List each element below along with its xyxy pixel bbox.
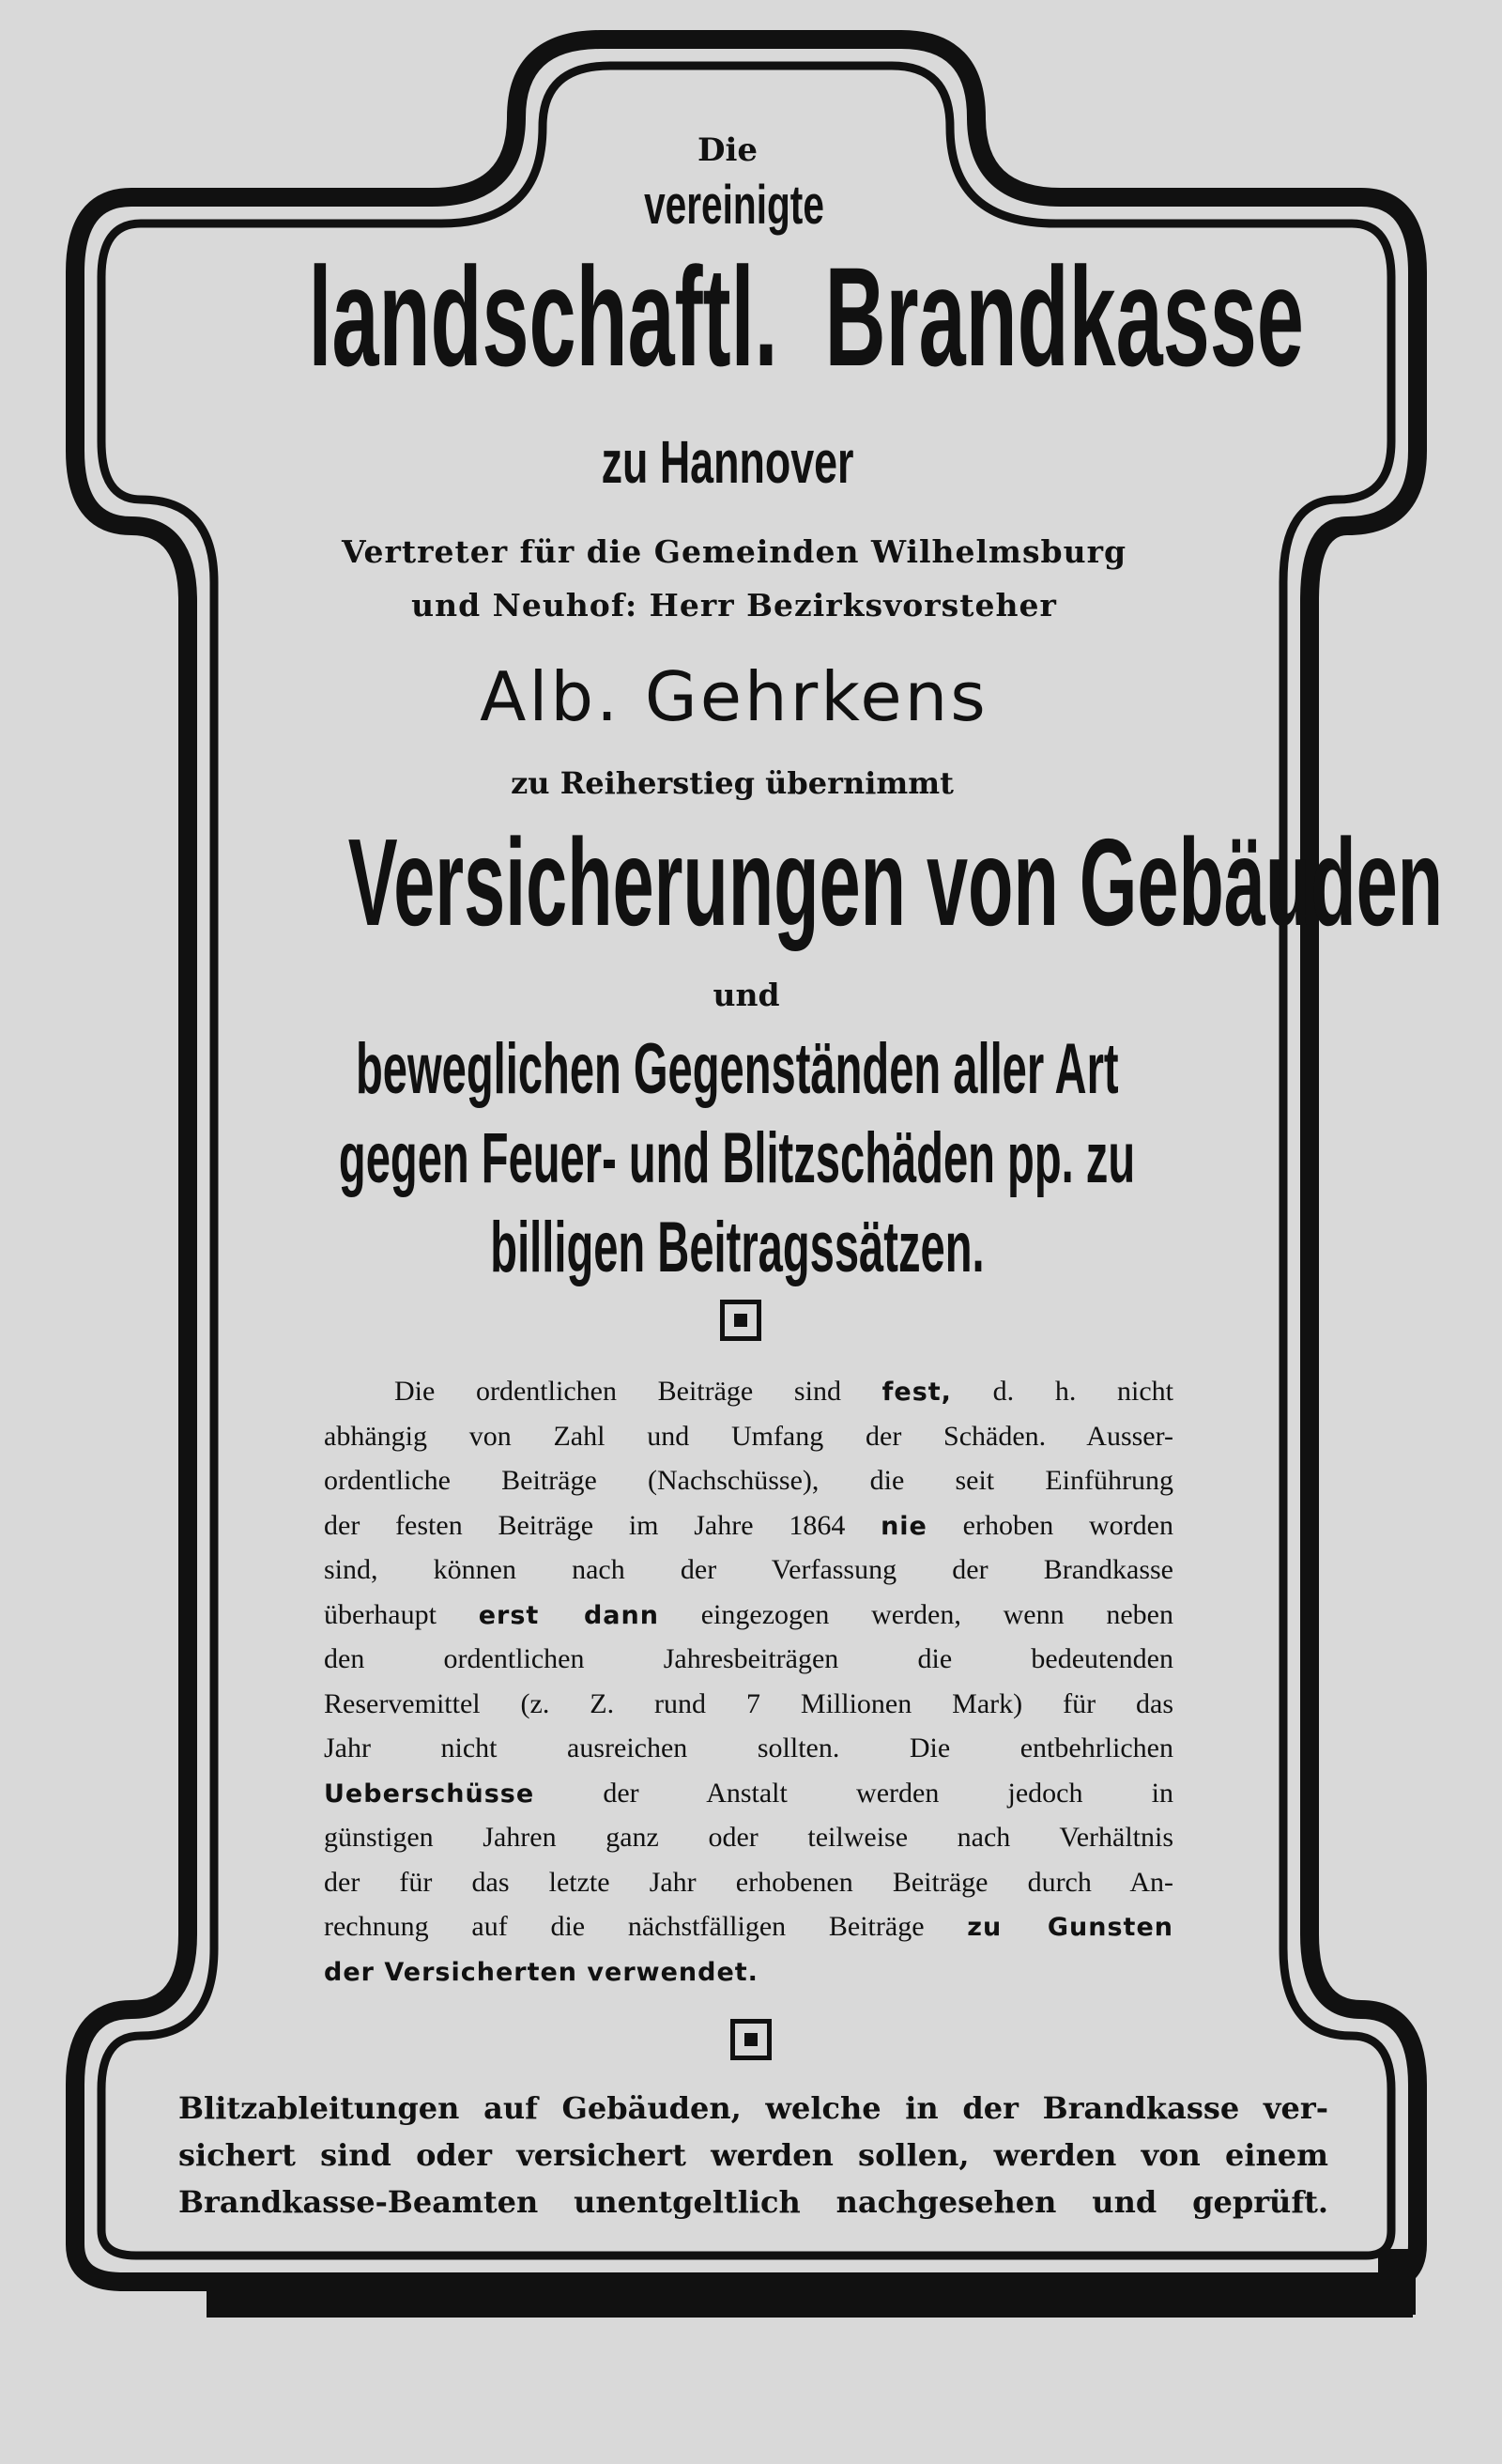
body-text: eingezogen werden, wenn neben <box>658 1598 1173 1630</box>
body-line <box>324 1503 1173 1548</box>
body-paragraph <box>324 1369 1173 1994</box>
footer-line: Brandkasse-Beamten unentgeltlich nachgesehen und geprüft. <box>178 2184 1328 2220</box>
offer-line-2 <box>0 1117 1488 1199</box>
body-line: Reservemittel (z. Z. rund 7 Millionen Mark) für das <box>324 1687 1173 1719</box>
body-line <box>324 1904 1173 1949</box>
body-text: der Anstalt werden jedoch in <box>534 1777 1173 1809</box>
frame-bottom-bar <box>207 2291 1413 2318</box>
header-location-text: zu Hannover <box>601 428 854 496</box>
offer-line-3-text: billigen Beitragssätzen. <box>489 1208 985 1287</box>
header-vereinigte-text: vereinigte <box>644 175 824 236</box>
header-die: Die <box>697 131 759 169</box>
footer-line: Blitzableitungen auf Gebäuden, welche in der Brandkasse ver- <box>178 2090 1328 2126</box>
offer-line-3 <box>0 1207 1488 1288</box>
body-text: d. h. nicht <box>951 1376 1173 1407</box>
footer-paragraph <box>178 2085 1328 2225</box>
body-line: Jahr nicht ausreichen sollten. Die entbehrlichen <box>324 1732 1173 1763</box>
header-vereinigte <box>0 174 1485 237</box>
agent-line-1: Vertreter für die Gemeinden Wilhelmsburg <box>341 533 1127 570</box>
agent-line-2: und Neuhof: Herr Bezirksvorsteher <box>411 587 1057 624</box>
header-title-text: landschaftl. Brandkasse <box>308 238 1304 395</box>
body-line: der für das letzte Jahr erhobenen Beiträge durch An- <box>324 1866 1173 1898</box>
footer-line: sichert sind oder versichert werden sollen, werden von einem <box>178 2137 1328 2173</box>
agent-name: Alb. Gehrkens <box>480 657 989 736</box>
header-location <box>0 427 1479 497</box>
body-line: abhängig von Zahl und Umfang der Schäden. Ausser- <box>324 1420 1173 1452</box>
offer-headline <box>0 813 1485 951</box>
body-line: günstigen Jahren ganz oder teilweise nach Verhältnis <box>324 1822 1173 1853</box>
body-text: Die ordentlichen Beiträge sind <box>394 1376 882 1407</box>
body-emphasis: fest, <box>881 1378 952 1407</box>
square-ornament-icon <box>730 2019 772 2060</box>
frame-bottom-bar-stub <box>1378 2249 1416 2315</box>
offer-und: und <box>713 977 780 1013</box>
body-line <box>324 1771 1173 1816</box>
body-line: ordentliche Beiträge (Nachschüsse), die seit Einführung <box>324 1465 1173 1496</box>
body-line: sind, können nach der Verfassung der Brandkasse <box>324 1554 1173 1585</box>
body-emphasis: Ueberschüsse <box>324 1779 535 1809</box>
offer-headline-text: Versicherungen von Gebäuden <box>347 813 1444 951</box>
offer-line-1-text: beweglichen Gegenständen aller Art <box>355 1029 1119 1109</box>
body-text: erhoben worden <box>927 1509 1173 1541</box>
body-emphasis: nie <box>881 1511 927 1541</box>
offer-line-1 <box>0 1028 1488 1110</box>
body-text: der festen Beiträge im Jahre 1864 <box>324 1509 881 1541</box>
body-line <box>324 1949 1173 1994</box>
body-line: den ordentlichen Jahresbeiträgen die bedeutenden <box>324 1643 1173 1674</box>
body-emphasis: der Versicherten verwendet. <box>324 1957 759 1987</box>
offer-line-2-text: gegen Feuer- und Blitzschäden pp. zu <box>338 1118 1136 1198</box>
square-ornament-icon <box>720 1300 761 1341</box>
body-text: überhaupt <box>324 1598 479 1630</box>
body-text: rechnung auf die nächstfälligen Beiträge <box>324 1911 968 1942</box>
body-line <box>324 1369 1173 1414</box>
body-emphasis: zu Gunsten <box>967 1913 1173 1942</box>
agent-place: zu Reiherstieg übernimmt <box>511 765 954 801</box>
header-title <box>0 238 1479 395</box>
body-line <box>324 1593 1173 1638</box>
body-emphasis: erst dann <box>478 1600 659 1630</box>
